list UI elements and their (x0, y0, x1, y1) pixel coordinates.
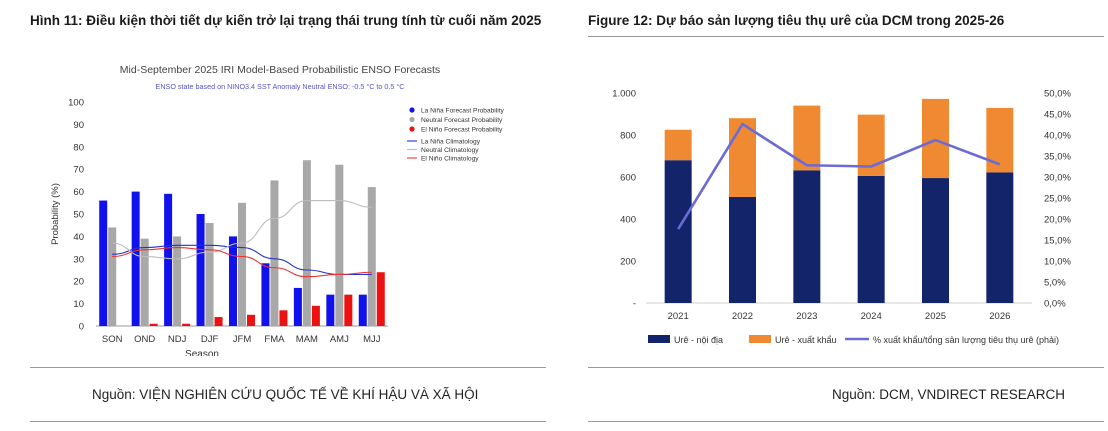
urea-y2-tick-label: 50,0% (1044, 88, 1071, 100)
urea-bar-1-2025 (922, 99, 949, 178)
urea-y-tick-label: 800 (620, 130, 636, 142)
right-heading-rule (588, 36, 1104, 37)
left-figure-heading: Hình 11: Điều kiện thời tiết dự kiến trở lại trạng thái trung tính từ cuối năm 2025 (30, 13, 542, 28)
enso-y-tick-label: 40 (73, 231, 84, 243)
enso-bar-0-SON (99, 201, 107, 326)
urea-y2-tick-label: 25,0% (1044, 193, 1071, 205)
enso-chart-subtitle: ENSO state based on NINO3.4 SST Anomaly Neutral ENSO: -0.5 °C to 0.5 °C (155, 82, 405, 91)
enso-legend-label: Neutral Forecast Probability (421, 117, 503, 125)
enso-bar-1-DJF (206, 223, 214, 326)
enso-bar-1-MAM (303, 160, 311, 326)
enso-x-tick-label: MAM (295, 334, 318, 345)
urea-x-tick-label: 2022 (731, 311, 754, 322)
enso-bar-2-MJJ (377, 272, 385, 326)
enso-bar-1-MJJ (368, 187, 376, 326)
enso-bar-1-NDJ (173, 236, 181, 326)
enso-bar-2-DJF (215, 317, 223, 326)
enso-bar-0-DJF (197, 214, 205, 326)
right-source-note: Nguồn: DCM, VNDIRECT RESEARCH (832, 387, 1066, 402)
enso-bar-2-FMA (279, 310, 287, 326)
enso-bar-0-NDJ (164, 194, 172, 326)
urea-legend-label: Urê - xuất khẩu (775, 335, 837, 345)
enso-bar-0-OND (132, 192, 140, 326)
enso-bar-2-MAM (312, 306, 320, 326)
enso-legend-marker-0 (409, 107, 414, 112)
enso-y-tick-label: 50 (73, 209, 84, 221)
enso-y-tick-label: 90 (73, 119, 84, 131)
enso-bar-1-SON (108, 227, 116, 326)
enso-bar-1-JFM (238, 203, 246, 326)
urea-y-tick-label: 1.000 (612, 88, 636, 100)
enso-legend-marker-1 (409, 117, 414, 122)
left-source-note: Nguồn: VIỆN NGHIÊN CỨU QUỐC TẾ VỀ KHÍ HẬU VÀ XÃ HỘI (92, 387, 479, 402)
enso-y-tick-label: 20 (73, 276, 84, 288)
enso-legend-label: El Niño Climatology (421, 155, 479, 163)
right-divider-bottom (588, 421, 1104, 422)
enso-bar-2-AMJ (344, 295, 352, 326)
urea-y-tick-label: 600 (620, 172, 636, 184)
urea-bar-0-2023 (793, 170, 820, 303)
enso-x-tick-label: FMA (264, 334, 285, 345)
urea-legend-label: Urê - nội địa (674, 335, 724, 345)
enso-y-tick-label: 10 (73, 299, 84, 311)
enso-x-tick-label: OND (134, 334, 156, 345)
enso-bar-0-FMA (261, 263, 269, 326)
enso-y-tick-label: 60 (73, 187, 84, 199)
right-figure-heading: Figure 12: Dự báo sản lượng tiêu thụ urê của DCM trong 2025-26 (588, 13, 1005, 28)
urea-export-share-line (678, 124, 1000, 229)
urea-x-tick-label: 2024 (860, 311, 882, 322)
enso-legend-label: Neutral Climatology (421, 146, 479, 154)
enso-x-tick-label: AMJ (329, 334, 349, 345)
urea-y2-tick-label: 5,0% (1044, 277, 1066, 289)
enso-x-tick-label: DJF (200, 334, 219, 345)
enso-chart-title: Mid-September 2025 IRI Model-Based Probabilistic ENSO Forecasts (119, 64, 441, 76)
enso-y-tick-label: 0 (78, 321, 84, 333)
urea-bar-0-2021 (665, 160, 692, 303)
urea-consumption-chart (582, 56, 1108, 356)
urea-y-tick-label: - (632, 298, 636, 310)
urea-y2-tick-label: 35,0% (1044, 151, 1071, 163)
urea-bar-0-2024 (858, 176, 885, 303)
enso-x-tick-label: JFM (232, 334, 252, 345)
enso-y-tick-label: 80 (73, 142, 84, 154)
enso-x-tick-label: NDJ (167, 334, 187, 345)
enso-bar-1-FMA (270, 180, 278, 326)
enso-x-axis-label: Season (185, 349, 219, 356)
urea-x-tick-label: 2023 (796, 311, 818, 322)
enso-y-tick-label: 100 (68, 97, 84, 109)
urea-y2-tick-label: 40,0% (1044, 130, 1071, 142)
enso-x-tick-label: MJJ (363, 334, 381, 345)
urea-bar-0-2026 (986, 172, 1013, 303)
enso-legend-label: La Niña Climatology (421, 138, 481, 146)
enso-legend-label: La Niña Forecast Probability (421, 107, 504, 115)
enso-y-tick-label: 30 (73, 254, 84, 266)
urea-legend-marker-domestic (648, 335, 670, 343)
enso-x-tick-label: SON (101, 334, 123, 345)
urea-bar-0-2025 (922, 178, 949, 303)
right-figure-panel (582, 0, 1108, 431)
urea-y2-tick-label: 15,0% (1044, 235, 1071, 247)
urea-y2-tick-label: 0,0% (1044, 298, 1066, 310)
left-divider-bottom (30, 421, 546, 422)
urea-bar-1-2026 (986, 108, 1013, 172)
enso-bar-2-JFM (247, 315, 255, 326)
enso-forecast-chart (0, 56, 554, 356)
enso-y-axis-label: Probability (%) (50, 183, 61, 245)
urea-y2-tick-label: 20,0% (1044, 214, 1071, 226)
enso-bar-0-JFM (229, 236, 237, 326)
urea-bar-0-2022 (729, 197, 756, 303)
enso-bar-1-OND (141, 239, 149, 326)
enso-bar-0-MJJ (359, 295, 367, 326)
enso-bar-2-OND (150, 324, 158, 326)
enso-y-tick-label: 70 (73, 164, 84, 176)
right-divider-top (588, 367, 1104, 368)
enso-bar-1-AMJ (335, 165, 343, 326)
urea-y-tick-label: 400 (620, 214, 636, 226)
enso-bar-2-NDJ (182, 324, 190, 326)
left-divider-top (30, 367, 546, 368)
urea-y-tick-label: 200 (620, 256, 636, 268)
urea-y2-tick-label: 45,0% (1044, 109, 1071, 121)
urea-y2-tick-label: 10,0% (1044, 256, 1071, 268)
urea-legend-label: % xuất khẩu/tổng sản lượng tiêu thụ urê (phải) (873, 335, 1060, 345)
urea-y2-tick-label: 30,0% (1044, 172, 1071, 184)
urea-bar-1-2021 (665, 130, 692, 160)
urea-legend-marker-export (749, 335, 771, 343)
enso-legend-marker-2 (409, 126, 414, 131)
enso-bar-0-AMJ (326, 295, 334, 326)
urea-x-tick-label: 2025 (924, 311, 947, 322)
urea-x-tick-label: 2021 (667, 311, 689, 322)
enso-bar-0-MAM (294, 288, 302, 326)
enso-legend-label: El Niño Forecast Probability (421, 126, 503, 134)
urea-x-tick-label: 2026 (989, 311, 1011, 322)
